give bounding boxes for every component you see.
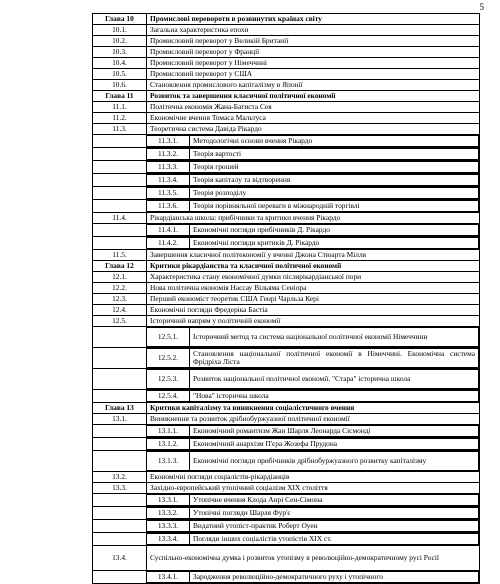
- chapter-title: Критики капіталізму та виникнення соціалістичного вчення: [147, 403, 480, 414]
- subsection-cell: [147, 237, 480, 250]
- section-row: [93, 316, 480, 327]
- section-title: Виникнення та розвиток дрібнобуржуазної політичної економії: [147, 414, 480, 425]
- subsection-title: Економічний анархізм П'єра Жозефа Прудона: [190, 439, 479, 450]
- subsection-title: Розвиток національної політичної економії. "Стара" історична школа: [190, 370, 479, 389]
- subsection-cell: [147, 174, 480, 187]
- row-number-empty: [93, 425, 147, 438]
- table-of-contents: [92, 13, 480, 584]
- section-row: [93, 272, 480, 283]
- row-number: 12.4.: [93, 305, 147, 316]
- subsection-number: 13.3.4.: [147, 534, 190, 545]
- row-number: 11.1.: [93, 102, 147, 113]
- subsection-cell: [147, 200, 480, 213]
- row-number-empty: [93, 348, 147, 369]
- subsection-title: Теорія порівняльної переваги в міжнародній торгівлі: [190, 201, 479, 212]
- row-number: Глава 11: [93, 91, 147, 102]
- subsection-row: [93, 494, 480, 507]
- chapter-row: [93, 91, 480, 102]
- subsection-cell: [147, 327, 480, 348]
- row-number: 13.1.: [93, 414, 147, 425]
- row-number-empty: [93, 135, 147, 148]
- subsection-number: 11.3.2.: [147, 149, 190, 160]
- subsection-number: 12.5.4.: [147, 391, 190, 402]
- section-title: Промисловий переворот у Франції: [147, 47, 480, 58]
- section-row: [93, 414, 480, 425]
- subsection-row: [93, 135, 480, 148]
- subsection-number: 11.4.1.: [147, 225, 190, 236]
- section-row: [93, 250, 480, 261]
- subsection-number: 11.3.1.: [147, 136, 190, 147]
- section-row: [93, 69, 480, 80]
- row-number: 10.5.: [93, 69, 147, 80]
- subsection-row: [93, 390, 480, 403]
- section-title: Економічне вчення Томаса Мальтуса: [147, 113, 480, 124]
- subsection-row: [93, 369, 480, 390]
- subsection-row: [93, 327, 480, 348]
- subsection-number: 13.1.2.: [147, 439, 190, 450]
- row-number: 12.3.: [93, 294, 147, 305]
- subsection-title: Видатний утопіст-практик Роберт Оуен: [190, 521, 479, 532]
- subsection-title: Погляди інших соціалістів утопістів XIX ст.: [190, 534, 479, 545]
- section-row: [93, 80, 480, 91]
- subsection-title: Утопічне вчення Клода Анрі Сен-Сімона: [190, 495, 479, 506]
- subsection-cell: [147, 187, 480, 200]
- section-title: Завершення класичної політекономії у вченні Джона Стюарта Мілля: [147, 250, 480, 261]
- section-row: [93, 113, 480, 124]
- subsection-row: [93, 438, 480, 451]
- subsection-row: [93, 161, 480, 174]
- section-title: Економічні погляди соціалістів-рікардіанців: [147, 472, 480, 483]
- subsection-title: Теорія розподілу: [190, 188, 479, 199]
- section-title: Загальна характеристика епохи: [147, 25, 480, 36]
- row-number-empty: [93, 237, 147, 250]
- section-row: [93, 472, 480, 483]
- subsection-title: Теорія грошей: [190, 162, 479, 173]
- row-number: 12.5.: [93, 316, 147, 327]
- section-title: Політична економія Жана-Батиста Сея: [147, 102, 480, 113]
- row-number-empty: [93, 390, 147, 403]
- section-row: [93, 58, 480, 69]
- row-number: 10.1.: [93, 25, 147, 36]
- section-title: Історичний напрям у політичній економії: [147, 316, 480, 327]
- section-row: [93, 47, 480, 58]
- row-number: 10.2.: [93, 36, 147, 47]
- section-row: [93, 213, 480, 224]
- section-row: [93, 102, 480, 113]
- row-number-empty: [93, 187, 147, 200]
- subsection-cell: [147, 161, 480, 174]
- row-number-empty: [93, 494, 147, 507]
- chapter-title: Розвиток та завершення класичної політичної економії: [147, 91, 480, 102]
- subsection-title: Економічні погляди прибічників Д. Рікардо: [190, 225, 479, 236]
- subsection-cell: [147, 390, 480, 403]
- subsection-number: 11.3.4.: [147, 175, 190, 186]
- subsection-number: 12.5.1.: [147, 328, 190, 347]
- subsection-number: 13.3.1.: [147, 495, 190, 506]
- chapter-row: [93, 14, 480, 25]
- row-number: 13.3.: [93, 483, 147, 494]
- row-number: 11.2.: [93, 113, 147, 124]
- subsection-row: [93, 224, 480, 237]
- section-row: [93, 305, 480, 316]
- row-number-empty: [93, 520, 147, 533]
- section-title: Західно-європейський утопічний соціалізм XIX століття: [147, 483, 480, 494]
- section-title: Рікардіанська школа: прибічники та критики вчення Рікардо: [147, 213, 480, 224]
- row-number: 10.3.: [93, 47, 147, 58]
- subsection-title: Зародження революційно-демократичного руху і утопічного: [190, 572, 479, 583]
- row-number-empty: [93, 148, 147, 161]
- subsection-number: 13.3.3.: [147, 521, 190, 532]
- subsection-title: Економічні погляди критиків Д. Рікардо: [190, 238, 479, 249]
- subsection-title: Економічний романтизм Жан Шарля Леонарда Сісмонді: [190, 426, 479, 437]
- subsection-row: [93, 451, 480, 472]
- row-number-empty: [93, 369, 147, 390]
- row-number: 11.5.: [93, 250, 147, 261]
- row-number-empty: [93, 224, 147, 237]
- subsection-cell: [147, 369, 480, 390]
- subsection-number: 11.3.5.: [147, 188, 190, 199]
- subsection-cell: [147, 135, 480, 148]
- subsection-title: Теорія капіталу та відтворення: [190, 175, 479, 186]
- row-number-empty: [93, 327, 147, 348]
- section-title: Економічні погляди Фредерiка Бастіа: [147, 305, 480, 316]
- subsection-cell: [147, 348, 480, 369]
- subsection-cell: [147, 148, 480, 161]
- subsection-row: [93, 200, 480, 213]
- section-title: Теоретична система Давіда Рікардо: [147, 124, 480, 135]
- section-row: [93, 25, 480, 36]
- subsection-row: [93, 533, 480, 546]
- row-number: 12.1.: [93, 272, 147, 283]
- section-row: [93, 283, 480, 294]
- subsection-number: 13.1.1.: [147, 426, 190, 437]
- section-row: [93, 36, 480, 47]
- subsection-title: Методологічні основи вчення Рікардо: [190, 136, 479, 147]
- row-number: Глава 10: [93, 14, 147, 25]
- subsection-row: [93, 237, 480, 250]
- subsection-number: 11.4.2.: [147, 238, 190, 249]
- chapter-title: Промислові перевороти в розвинутих країнах світу: [147, 14, 480, 25]
- subsection-cell: [147, 533, 480, 546]
- section-title: Нова політична економія Нассау Вільяма Сеніора: [147, 283, 480, 294]
- subsection-row: [93, 348, 480, 369]
- subsection-cell: [147, 451, 480, 472]
- subsection-cell: [147, 494, 480, 507]
- subsection-title: Теорія вартості: [190, 149, 479, 160]
- subsection-row: [93, 507, 480, 520]
- row-number: Глава 13: [93, 403, 147, 414]
- subsection-cell: [147, 224, 480, 237]
- subsection-cell: [147, 507, 480, 520]
- chapter-title: Критики рікардіанства та класичної політичної економії: [147, 261, 480, 272]
- row-number-empty: [93, 533, 147, 546]
- row-number: 13.2.: [93, 472, 147, 483]
- section-row: [93, 483, 480, 494]
- row-number: 10.4.: [93, 58, 147, 69]
- subsection-title: "Нова" історична школа: [190, 391, 479, 402]
- chapter-row: [93, 403, 480, 414]
- row-number-empty: [93, 451, 147, 472]
- row-number-empty: [93, 161, 147, 174]
- subsection-number: 11.3.6.: [147, 201, 190, 212]
- subsection-cell: [147, 571, 480, 584]
- row-number: Глава 12: [93, 261, 147, 272]
- section-title: Промисловий переворот у Великій Британії: [147, 36, 480, 47]
- subsection-row: [93, 174, 480, 187]
- section-title: Суспільно-економічна думка і розвиток утопізму в революційно-демократичному русі Росії: [147, 546, 480, 571]
- subsection-row: [93, 425, 480, 438]
- section-title: Характеристика стану економічної думки післярікардіанської пори: [147, 272, 480, 283]
- chapter-row: [93, 261, 480, 272]
- subsection-row: [93, 148, 480, 161]
- subsection-number: 11.3.3.: [147, 162, 190, 173]
- row-number-empty: [93, 200, 147, 213]
- row-number: 11.4.: [93, 213, 147, 224]
- subsection-cell: [147, 425, 480, 438]
- section-row: [93, 124, 480, 135]
- row-number-empty: [93, 174, 147, 187]
- section-row: [93, 294, 480, 305]
- row-number-empty: [93, 438, 147, 451]
- section-row: [93, 546, 480, 571]
- section-title: Становлення промислового капіталізму в Японії: [147, 80, 480, 91]
- subsection-title: Утопічні погляди Шарля Фур'є: [190, 508, 479, 519]
- section-title: Перший економіст теоретик США Генрі Чарльза Кері: [147, 294, 480, 305]
- row-number: 10.6.: [93, 80, 147, 91]
- row-number-empty: [93, 507, 147, 520]
- row-number-empty: [93, 571, 147, 584]
- subsection-number: 12.5.2.: [147, 349, 190, 368]
- subsection-cell: [147, 438, 480, 451]
- subsection-number: 13.3.2.: [147, 508, 190, 519]
- row-number: 13.4.: [93, 546, 147, 571]
- section-title: Промисловий переворот у США: [147, 69, 480, 80]
- subsection-row: [93, 187, 480, 200]
- subsection-title: Економічні погляди прибічників дрібнобуржуазного розвитку капіталізму: [190, 452, 479, 471]
- subsection-number: 12.5.3.: [147, 370, 190, 389]
- row-number: 12.2.: [93, 283, 147, 294]
- subsection-row: [93, 571, 480, 584]
- section-title: Промисловий переворот у Німеччині: [147, 58, 480, 69]
- page-number: 5: [479, 2, 484, 12]
- subsection-row: [93, 520, 480, 533]
- subsection-cell: [147, 520, 480, 533]
- subsection-title: Історичний метод та система національної політичної економії Німеччини: [190, 328, 479, 347]
- row-number: 11.3.: [93, 124, 147, 135]
- subsection-number: 13.4.1.: [147, 572, 190, 583]
- subsection-number: 13.1.3.: [147, 452, 190, 471]
- subsection-title: Становлення національної політичної економії в Німеччині. Економічна система Фрідріха Ліста: [190, 349, 479, 368]
